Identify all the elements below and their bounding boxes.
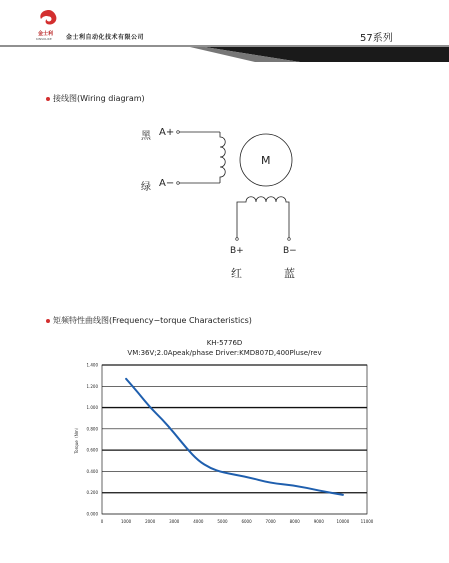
- header-divider: [0, 45, 449, 63]
- y-tick-label: 0.600: [86, 447, 98, 453]
- y-tick-label: 0.200: [86, 490, 98, 496]
- wiring-diagram: [170, 120, 320, 260]
- x-tick-label: 10000: [336, 519, 350, 524]
- y-tick-label: 1.400: [86, 362, 98, 368]
- series-label: 57系列: [360, 33, 393, 44]
- b-plus-label: B+: [230, 246, 244, 256]
- b-plus-color-label: 红: [231, 267, 242, 280]
- torque-chart: [0, 360, 449, 530]
- a-minus-label: A−: [159, 178, 175, 189]
- x-tick-label: 1000: [120, 519, 132, 524]
- x-tick-label: 7000: [265, 519, 276, 524]
- x-tick-label: 11000: [360, 519, 374, 524]
- x-tick-label: 9000: [313, 519, 324, 524]
- section-bullet-icon: [46, 97, 50, 101]
- x-tick-label: 3000: [169, 519, 180, 524]
- x-tick-label: 6000: [241, 519, 252, 524]
- company-name: 金士利自动化技术有限公司: [66, 34, 145, 41]
- motor-label: M: [261, 154, 271, 167]
- wiring-section-title: [46, 93, 145, 104]
- y-tick-label: 0.000: [86, 511, 98, 517]
- chart-section-title: [46, 315, 252, 326]
- a-plus-label: A+: [159, 127, 175, 138]
- y-tick-label: 0.400: [86, 468, 98, 474]
- torque-curve: [126, 379, 343, 495]
- y-tick-label: 1.200: [86, 383, 98, 389]
- chart-title: KH-5776D: [206, 339, 243, 347]
- b-minus-color-label: 蓝: [284, 267, 295, 280]
- section-bullet-icon: [46, 319, 50, 323]
- a-plus-color-label: 黑: [141, 131, 151, 142]
- x-tick-label: 5000: [217, 519, 228, 524]
- b-minus-label: B−: [283, 246, 297, 256]
- y-tick-label: 0.800: [86, 426, 98, 432]
- x-tick-label: 8000: [289, 519, 300, 524]
- x-tick-label: 2000: [145, 519, 156, 524]
- chart-section-title-text: 矩频特性曲线图(Frequency−torque Characteristics): [53, 316, 252, 325]
- wiring-title-text: 接线图(Wiring diagram): [53, 94, 145, 103]
- y-tick-label: 1.000: [86, 405, 98, 411]
- brand-name-en: KINSOLIKE: [36, 37, 52, 41]
- y-axis-label: Torque（Nm）: [74, 425, 79, 454]
- chart-subtitle: VM:36V;2.0Apeak/phase Driver:KMD807D,400Pluse/rev: [127, 349, 322, 357]
- a-minus-color-label: 绿: [141, 182, 151, 193]
- x-tick-label: 4000: [193, 519, 204, 524]
- brand-name-cn: 金士利: [38, 31, 54, 37]
- x-tick-label: 0: [100, 519, 104, 524]
